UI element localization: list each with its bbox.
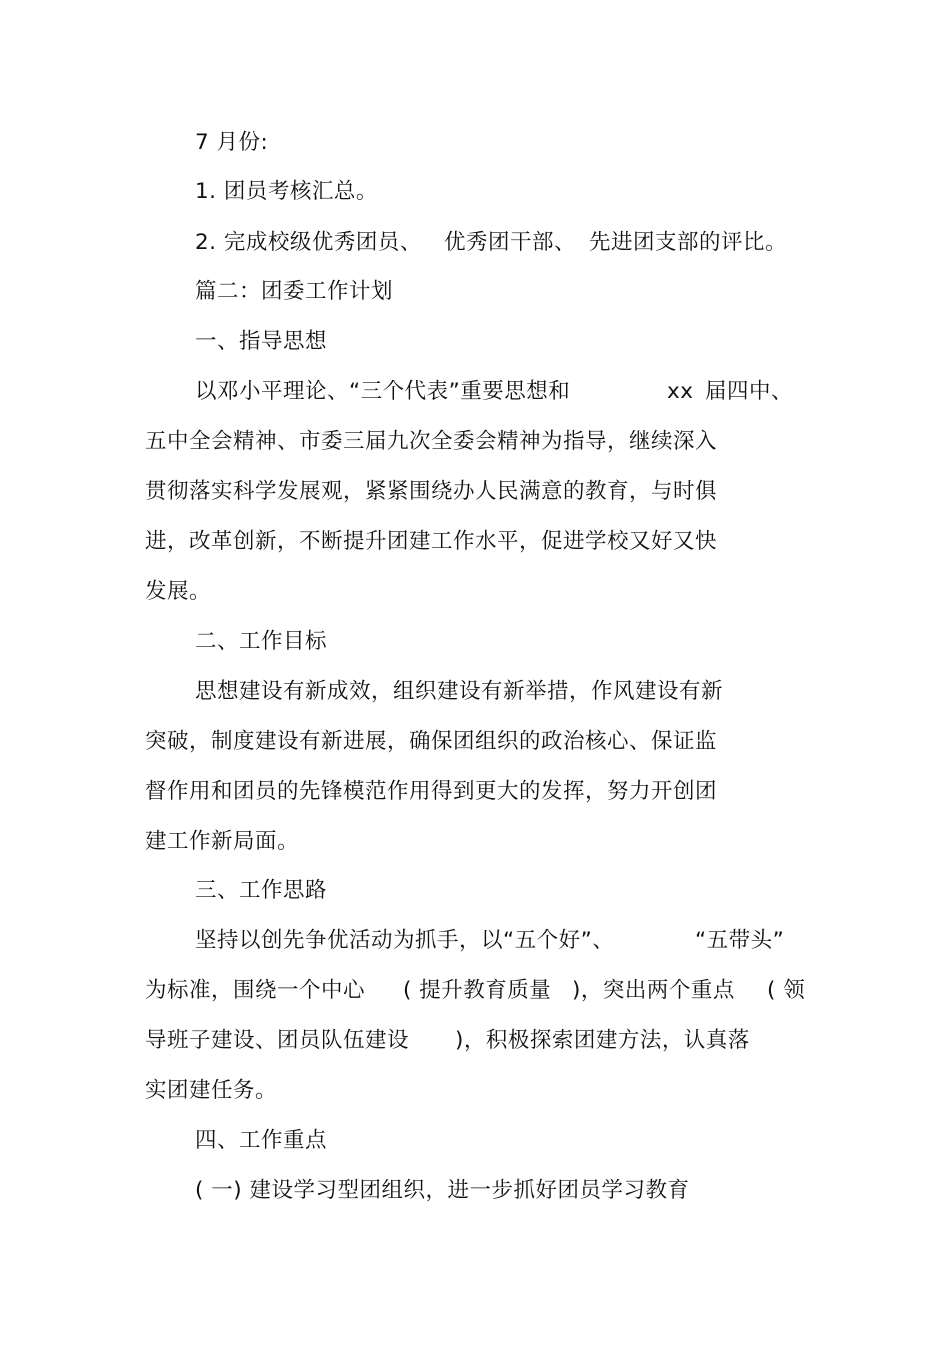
section-4-subheading: ( 一) 建设学习型团组织，进一步抓好团员学习教育 bbox=[195, 1178, 690, 1203]
list-item-2-part-2: 优秀团干部、 bbox=[444, 230, 577, 255]
chapter-title: 篇二：团委工作计划 bbox=[195, 279, 394, 304]
text-segment: 为标准，围绕一个中心 bbox=[145, 978, 366, 1003]
text-segment: “五带头” bbox=[695, 928, 785, 953]
section-2-paragraph-line-1: 思想建设有新成效，组织建设有新举措，作风建设有新 bbox=[195, 679, 724, 704]
text-segment: )，突出两个重点 bbox=[572, 978, 735, 1003]
section-1-paragraph-line-4: 进，改革创新，不断提升团建工作水平，促进学校又好又快 bbox=[145, 529, 718, 554]
section-1-paragraph-line-5: 发展。 bbox=[145, 579, 212, 604]
list-item-1: 1. 团员考核汇总。 bbox=[195, 179, 378, 204]
text-segment: 以邓小平理论、“三个代表”重要思想和 bbox=[195, 379, 571, 404]
section-2-paragraph-line-3: 督作用和团员的先锋模范作用得到更大的发挥，努力开创团 bbox=[145, 779, 718, 804]
text-segment: 坚持以创先争优活动为抓手，以“五个好”、 bbox=[195, 928, 615, 953]
text-segment: xx bbox=[667, 379, 694, 404]
section-3-paragraph-line-2 bbox=[145, 976, 815, 1006]
section-1-paragraph-line-1 bbox=[195, 377, 795, 407]
section-4-heading: 四、工作重点 bbox=[195, 1128, 328, 1153]
section-3-paragraph-line-3 bbox=[145, 1026, 815, 1056]
month-heading: 7 月份: bbox=[195, 130, 269, 155]
section-1-paragraph-line-3: 贯彻落实科学发展观，紧紧围绕办人民满意的教育，与时俱 bbox=[145, 479, 718, 504]
text-segment: 导班子建设、团员队伍建设 bbox=[145, 1028, 410, 1053]
section-2-paragraph-line-2: 突破，制度建设有新进展，确保团组织的政治核心、保证监 bbox=[145, 729, 718, 754]
section-3-paragraph-line-4: 实团建任务。 bbox=[145, 1078, 278, 1103]
section-2-heading: 二、工作目标 bbox=[195, 629, 328, 654]
section-3-paragraph-line-1 bbox=[195, 926, 815, 956]
text-segment: )，积极探索团建方法，认真落 bbox=[455, 1028, 750, 1053]
text-segment: ( 提升教育质量 bbox=[403, 978, 552, 1003]
text-segment: 届四中、 bbox=[705, 379, 794, 404]
section-1-heading: 一、指导思想 bbox=[195, 329, 328, 354]
section-2-paragraph-line-4: 建工作新局面。 bbox=[145, 829, 300, 854]
section-3-heading: 三、工作思路 bbox=[195, 878, 328, 903]
list-item-2-part-3: 先进团支部的评比。 bbox=[589, 230, 788, 255]
text-segment: ( 领 bbox=[767, 978, 806, 1003]
section-1-paragraph-line-2: 五中全会精神、市委三届九次全委会精神为指导，继续深入 bbox=[145, 429, 718, 454]
list-item-2 bbox=[195, 228, 795, 258]
list-item-2-part-1: 2. 完成校级优秀团员、 bbox=[195, 230, 422, 255]
